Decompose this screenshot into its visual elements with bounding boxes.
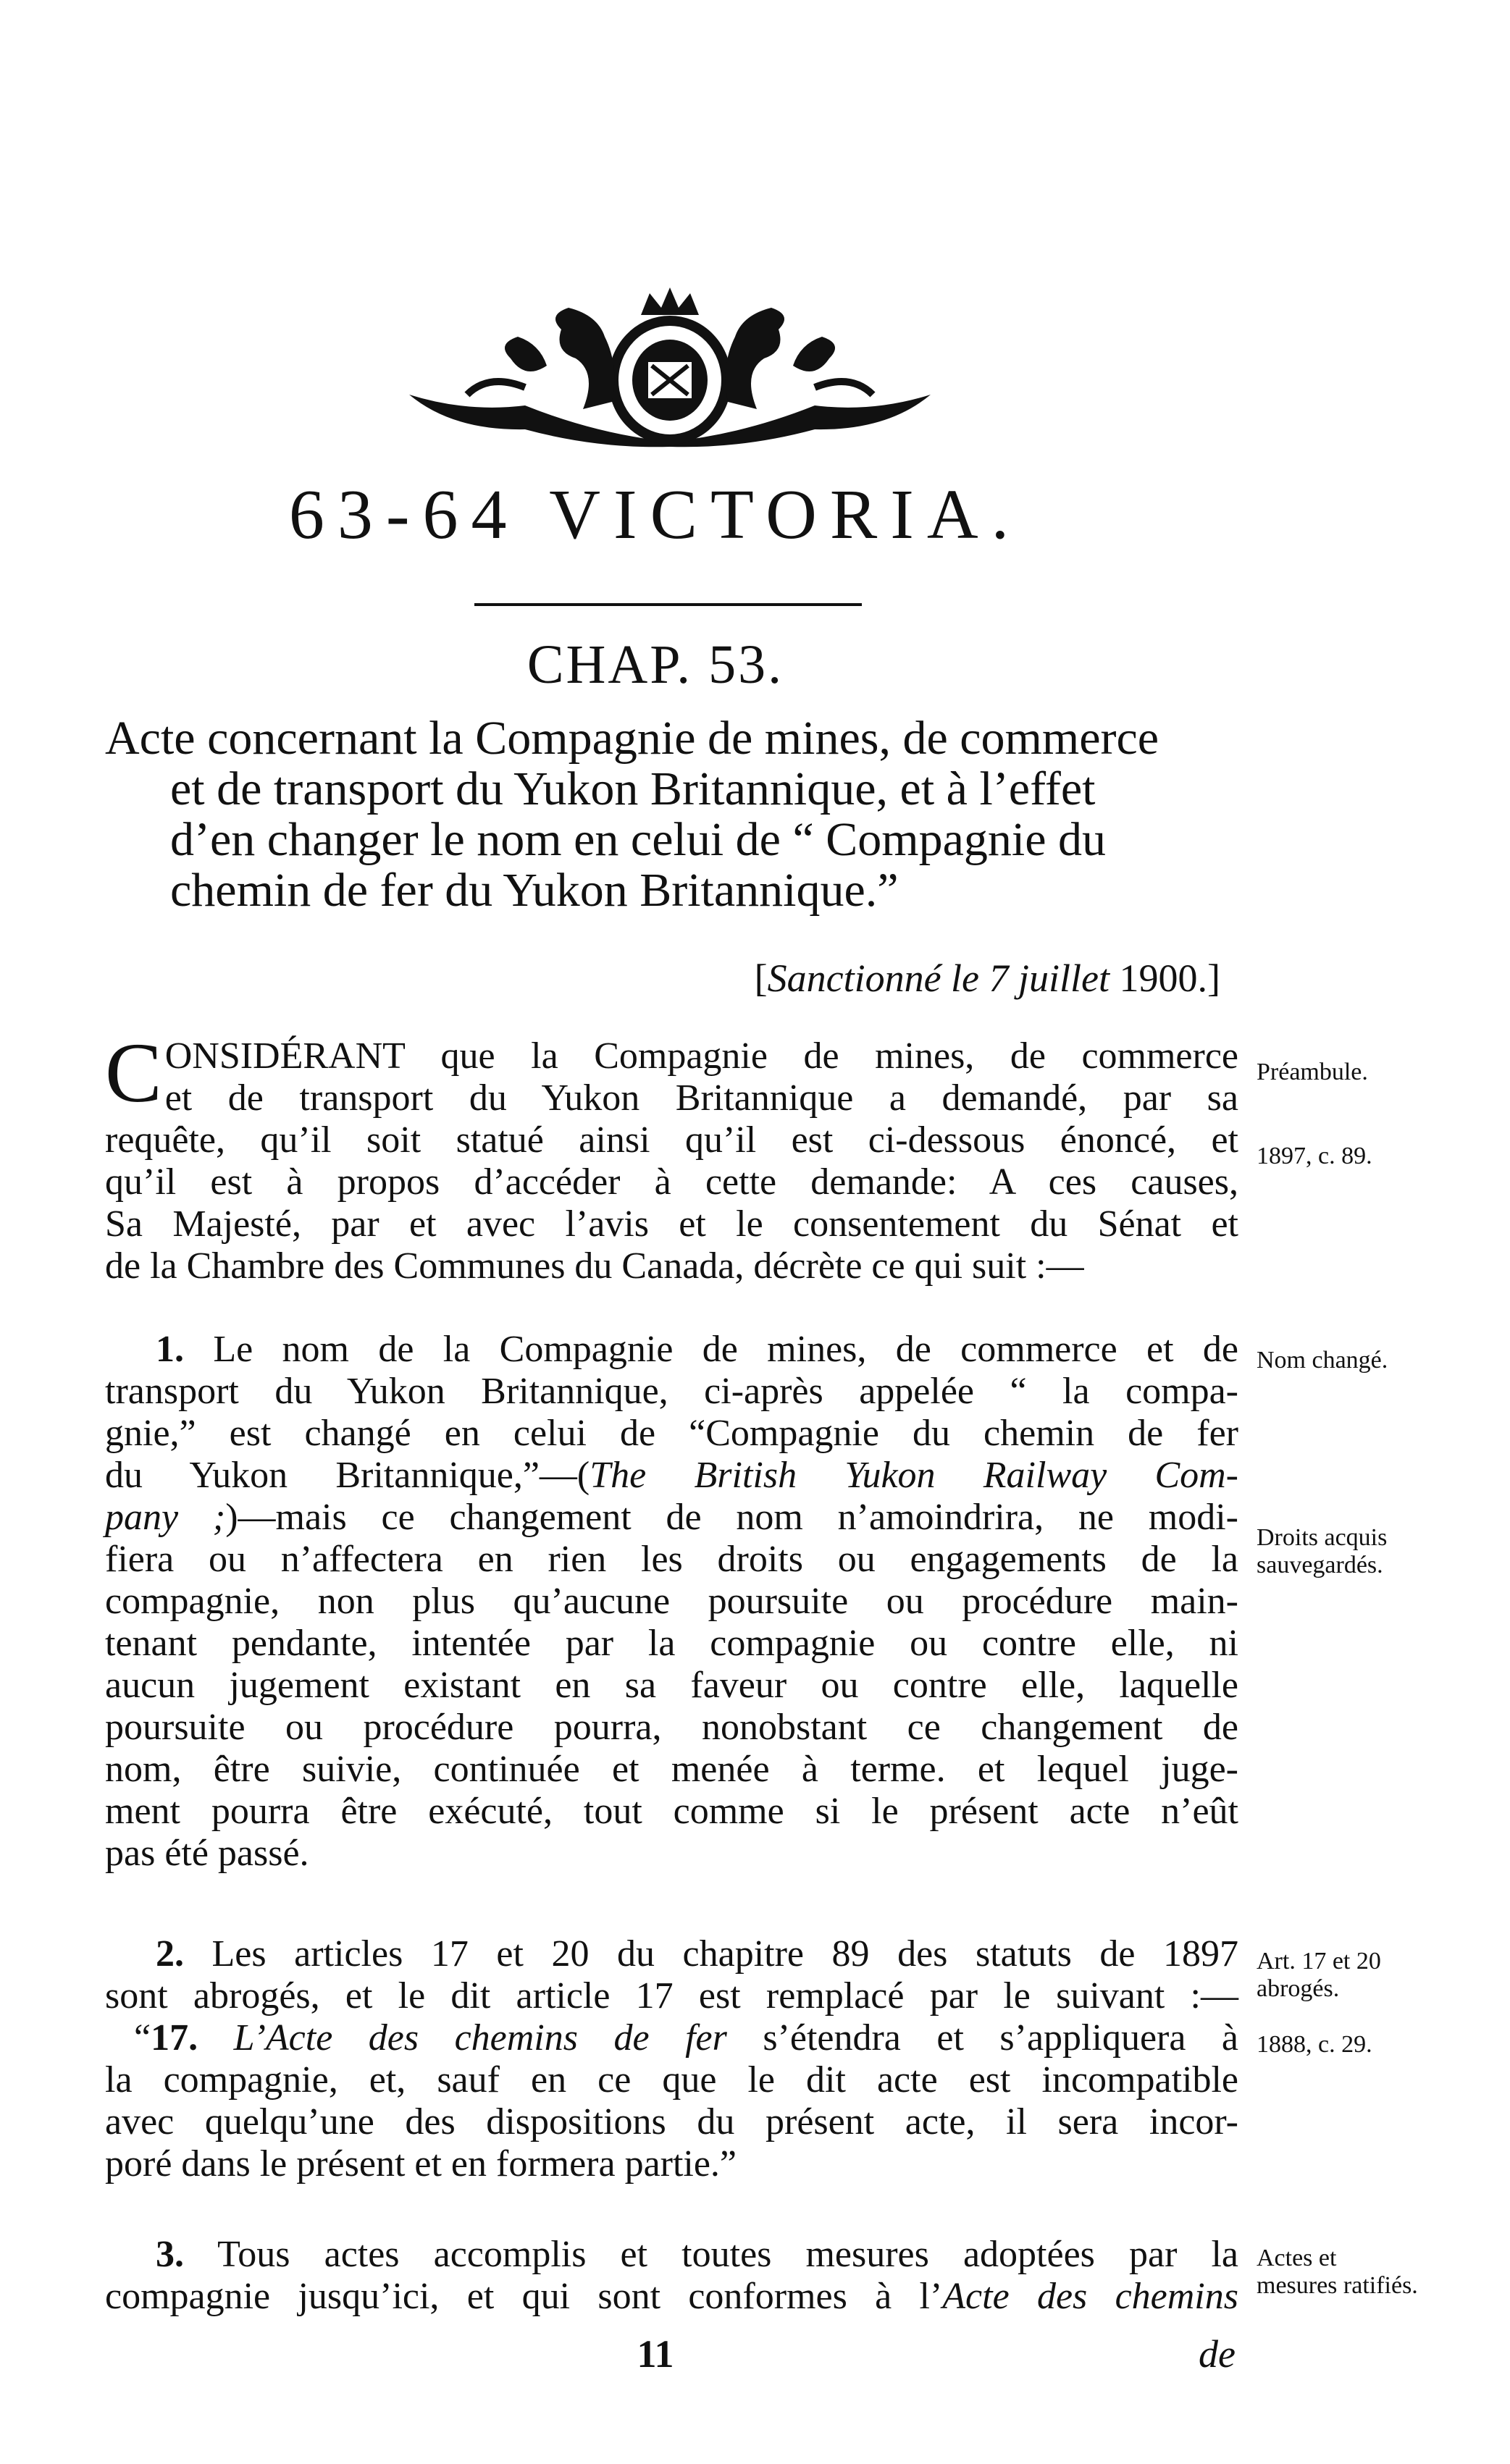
section-text: Tous actes accomplis et toutes mesures adoptées par la — [217, 2234, 1238, 2275]
section-text-italic: Acte des chemins — [942, 2276, 1238, 2317]
section-line: tenant pendante, intentée par la compagnie ou contre elle, ni — [105, 1623, 1238, 1664]
preamble-line: et de transport du Yukon Britannique a demandé, par sa — [164, 1077, 1238, 1119]
section-line: nom, être suivie, continuée et menée à terme. et lequel juge- — [105, 1749, 1238, 1790]
margin-note-reference: 1888, c. 29. — [1257, 2031, 1372, 2058]
volume-heading: 63-64 VICTORIA. — [288, 476, 1023, 554]
section-text: Le nom de la Compagnie de mines, de commerce et de — [213, 1329, 1239, 1370]
chapter-heading: CHAP. 53. — [527, 634, 784, 695]
section-line: poursuite ou procédure pourra, nonobstant ce changement de — [105, 1707, 1238, 1748]
margin-note-repeal: Art. 17 et 20 abrogés. — [1257, 1948, 1381, 2002]
section-number: 2. — [156, 1933, 184, 1975]
act-title — [105, 713, 1238, 916]
margin-note-name-changed: Nom changé. — [1257, 1347, 1388, 1374]
title-line: Acte concernant la Compagnie de mines, de commerce — [105, 712, 1159, 765]
section-3 — [105, 2234, 1238, 2318]
preamble-line: Sa Majesté, par et avec l’avis et le consentement du Sénat et — [105, 1203, 1238, 1245]
section-line: aucun jugement existant en sa faveur ou contre elle, laquelle — [105, 1665, 1238, 1706]
section-line: avec quelqu’une des dispositions du présent acte, il sera incor- — [105, 2101, 1238, 2143]
divider-rule — [474, 603, 862, 606]
section-line — [105, 1497, 1238, 1539]
section-text-italic: pany ; — [105, 1497, 226, 1538]
section-line: transport du Yukon Britannique, ci-après appelée “ la compa- — [105, 1371, 1238, 1412]
section-text: s’étendra et s’appliquera à — [763, 2017, 1238, 2059]
page-number: 11 — [637, 2332, 674, 2376]
section-line — [105, 2017, 1238, 2059]
royal-arms-crest-icon — [380, 286, 960, 453]
section-line: la compagnie, et, sauf en ce que le dit acte est incompatible — [105, 2059, 1238, 2101]
preamble-line: ONSIDÉRANT que la Compagnie de mines, de commerce — [164, 1035, 1238, 1077]
section-text-italic: The British Yukon Railway Com- — [590, 1455, 1238, 1496]
title-line: et de transport du Yukon Britannique, et à l’effet — [170, 762, 1096, 815]
section-line: sont abrogés, et le dit article 17 est remplacé par le suivant :— — [105, 1975, 1238, 2017]
drop-cap: C — [105, 1025, 162, 1120]
section-text: Les articles 17 et 20 du chapitre 89 des statuts de 1897 — [211, 1933, 1239, 1975]
margin-note-rights: Droits acquis sauvegardés. — [1257, 1524, 1388, 1578]
title-line: chemin de fer du Yukon Britannique.” — [170, 864, 899, 917]
section-line: gnie,” est changé en celui de “Compagnie du chemin de fer — [105, 1413, 1238, 1454]
section-number: 1. — [156, 1329, 184, 1370]
preamble-line: requête, qu’il soit statué ainsi qu’il est ci-dessous énoncé, et — [105, 1119, 1238, 1161]
quote-mark: “ — [134, 2017, 151, 2059]
section-2 — [105, 1933, 1238, 2185]
assent-text: Sanctionné le 7 juillet — [767, 956, 1110, 1000]
preamble-line: qu’il est à propos d’accéder à cette demande: A ces causes, — [105, 1161, 1238, 1203]
preamble-paragraph — [105, 1025, 1238, 1287]
section-line — [105, 2276, 1238, 2318]
section-text: du Yukon Britannique,”—( — [105, 1455, 590, 1496]
margin-note-preamble: Préambule. — [1257, 1059, 1368, 1085]
section-line — [105, 1933, 1238, 1975]
catchword: de — [1199, 2332, 1236, 2376]
section-line: pas été passé. — [105, 1833, 309, 1874]
section-text: )—mais ce changement de nom n’amoindrira, ne modi- — [225, 1497, 1238, 1538]
section-number: 3. — [156, 2234, 184, 2275]
section-1 — [105, 1329, 1238, 1875]
section-line — [105, 1329, 1238, 1371]
assent-bracket: [ — [754, 956, 768, 1000]
section-line: poré dans le présent et en formera partie.” — [105, 2143, 737, 2185]
assent-year: 1900.] — [1119, 956, 1220, 1000]
section-line: compagnie, non plus qu’aucune poursuite ou procédure main- — [105, 1581, 1238, 1622]
section-line — [105, 1455, 1238, 1497]
title-line: d’en changer le nom en celui de “ Compagnie du — [170, 813, 1107, 866]
section-line: fiera ou n’affectera en rien les droits ou engagements de la — [105, 1539, 1238, 1580]
section-line — [105, 2234, 1238, 2276]
section-text: compagnie jusqu’ici, et qui sont conformes à l’ — [105, 2276, 943, 2317]
quoted-section-number: 17. — [151, 2017, 198, 2059]
preamble-line: de la Chambre des Communes du Canada, décrète ce qui suit :— — [105, 1245, 1084, 1287]
assent-date — [0, 956, 1220, 1001]
margin-note-reference: 1897, c. 89. — [1257, 1143, 1372, 1169]
margin-note-ratified: Actes et mesures ratifiés. — [1257, 2245, 1418, 2299]
section-line: ment pourra être exécuté, tout comme si le présent acte n’eût — [105, 1791, 1238, 1832]
act-name-italic: L’Acte des chemins de fer — [233, 2017, 727, 2059]
